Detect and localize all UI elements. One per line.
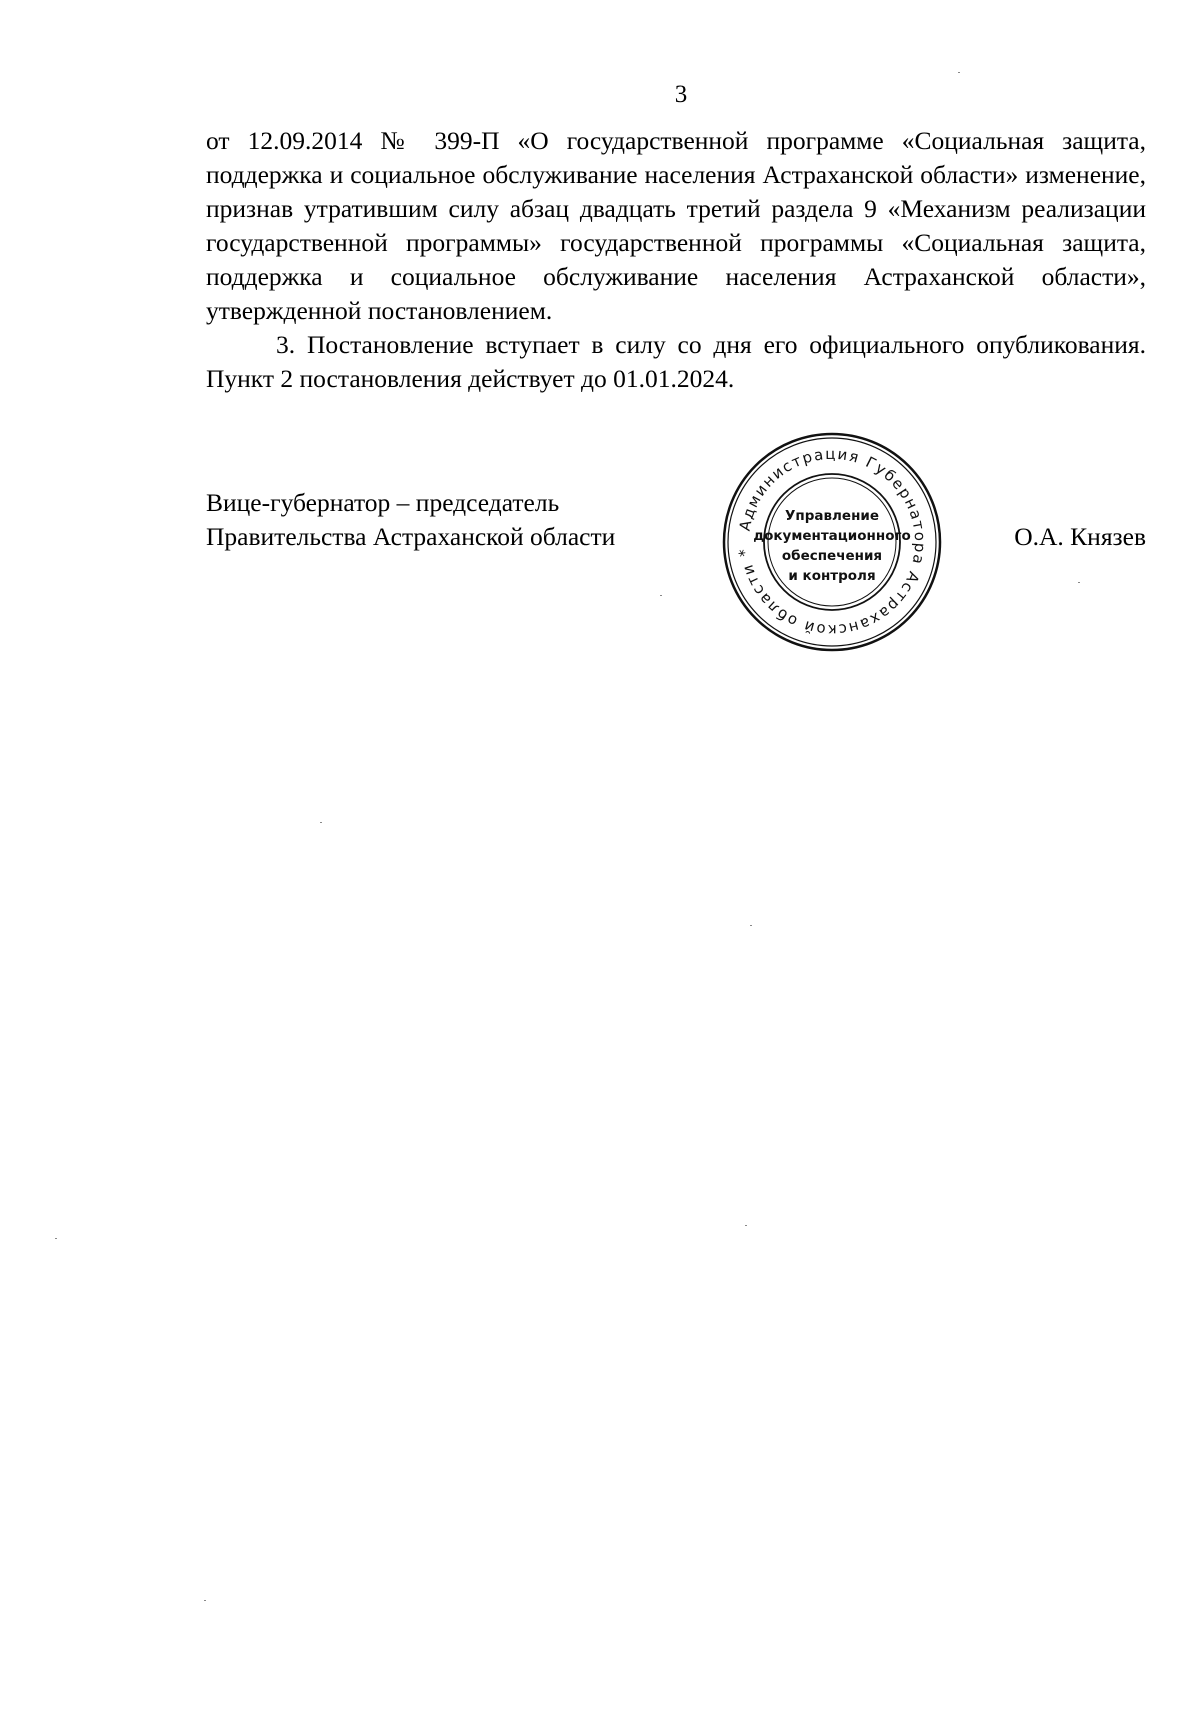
stamp-center-line-3: обеспечения: [781, 548, 883, 564]
scan-speck: [204, 1600, 206, 1601]
paragraph-effective-date: 3. Постановление вступает в силу со дня его официального опубликования. Пункт 2 постановления действует до 01.01.2024.: [206, 330, 1146, 393]
scan-speck: [750, 925, 752, 926]
signatory-position-line-1: Вице-губернатор – председатель: [206, 488, 560, 517]
signatory-name: О.А. Князев: [1014, 522, 1146, 551]
stamp-center-line-1: Управление: [784, 508, 880, 524]
stamp-center-line-2: документационного: [753, 528, 911, 544]
official-stamp: [720, 430, 944, 654]
scan-speck: [320, 822, 322, 823]
scan-speck: [958, 72, 960, 73]
stamp-ring-text: Администрация Губернатора Астраханской области *: [735, 444, 930, 640]
page-number: 3: [674, 81, 688, 108]
scan-speck: [660, 595, 662, 596]
paragraph-amendment: от 12.09.2014 № 399-П «О государственной программе «Социальная защита, поддержка и социальное обслуживание населения Астраханской области» изменение, признав утратившим силу абзац двадцать третий раздела 9 «Механизм реализации государственной программы» государственной программы «Социальная защита, поддержка и социальное обслуживание населения Астраханской области», утвержденной постановлением.: [206, 126, 1146, 325]
signatory-position-line-2: Правительства Астраханской области: [206, 522, 616, 551]
scan-speck: [1078, 582, 1080, 583]
stamp-center-line-4: и контроля: [788, 568, 876, 584]
stamp-seal: [720, 430, 944, 654]
scan-speck: [55, 1238, 57, 1239]
signatory-position: [206, 486, 615, 554]
scan-speck: [745, 1225, 747, 1226]
document-body: [206, 124, 1146, 396]
